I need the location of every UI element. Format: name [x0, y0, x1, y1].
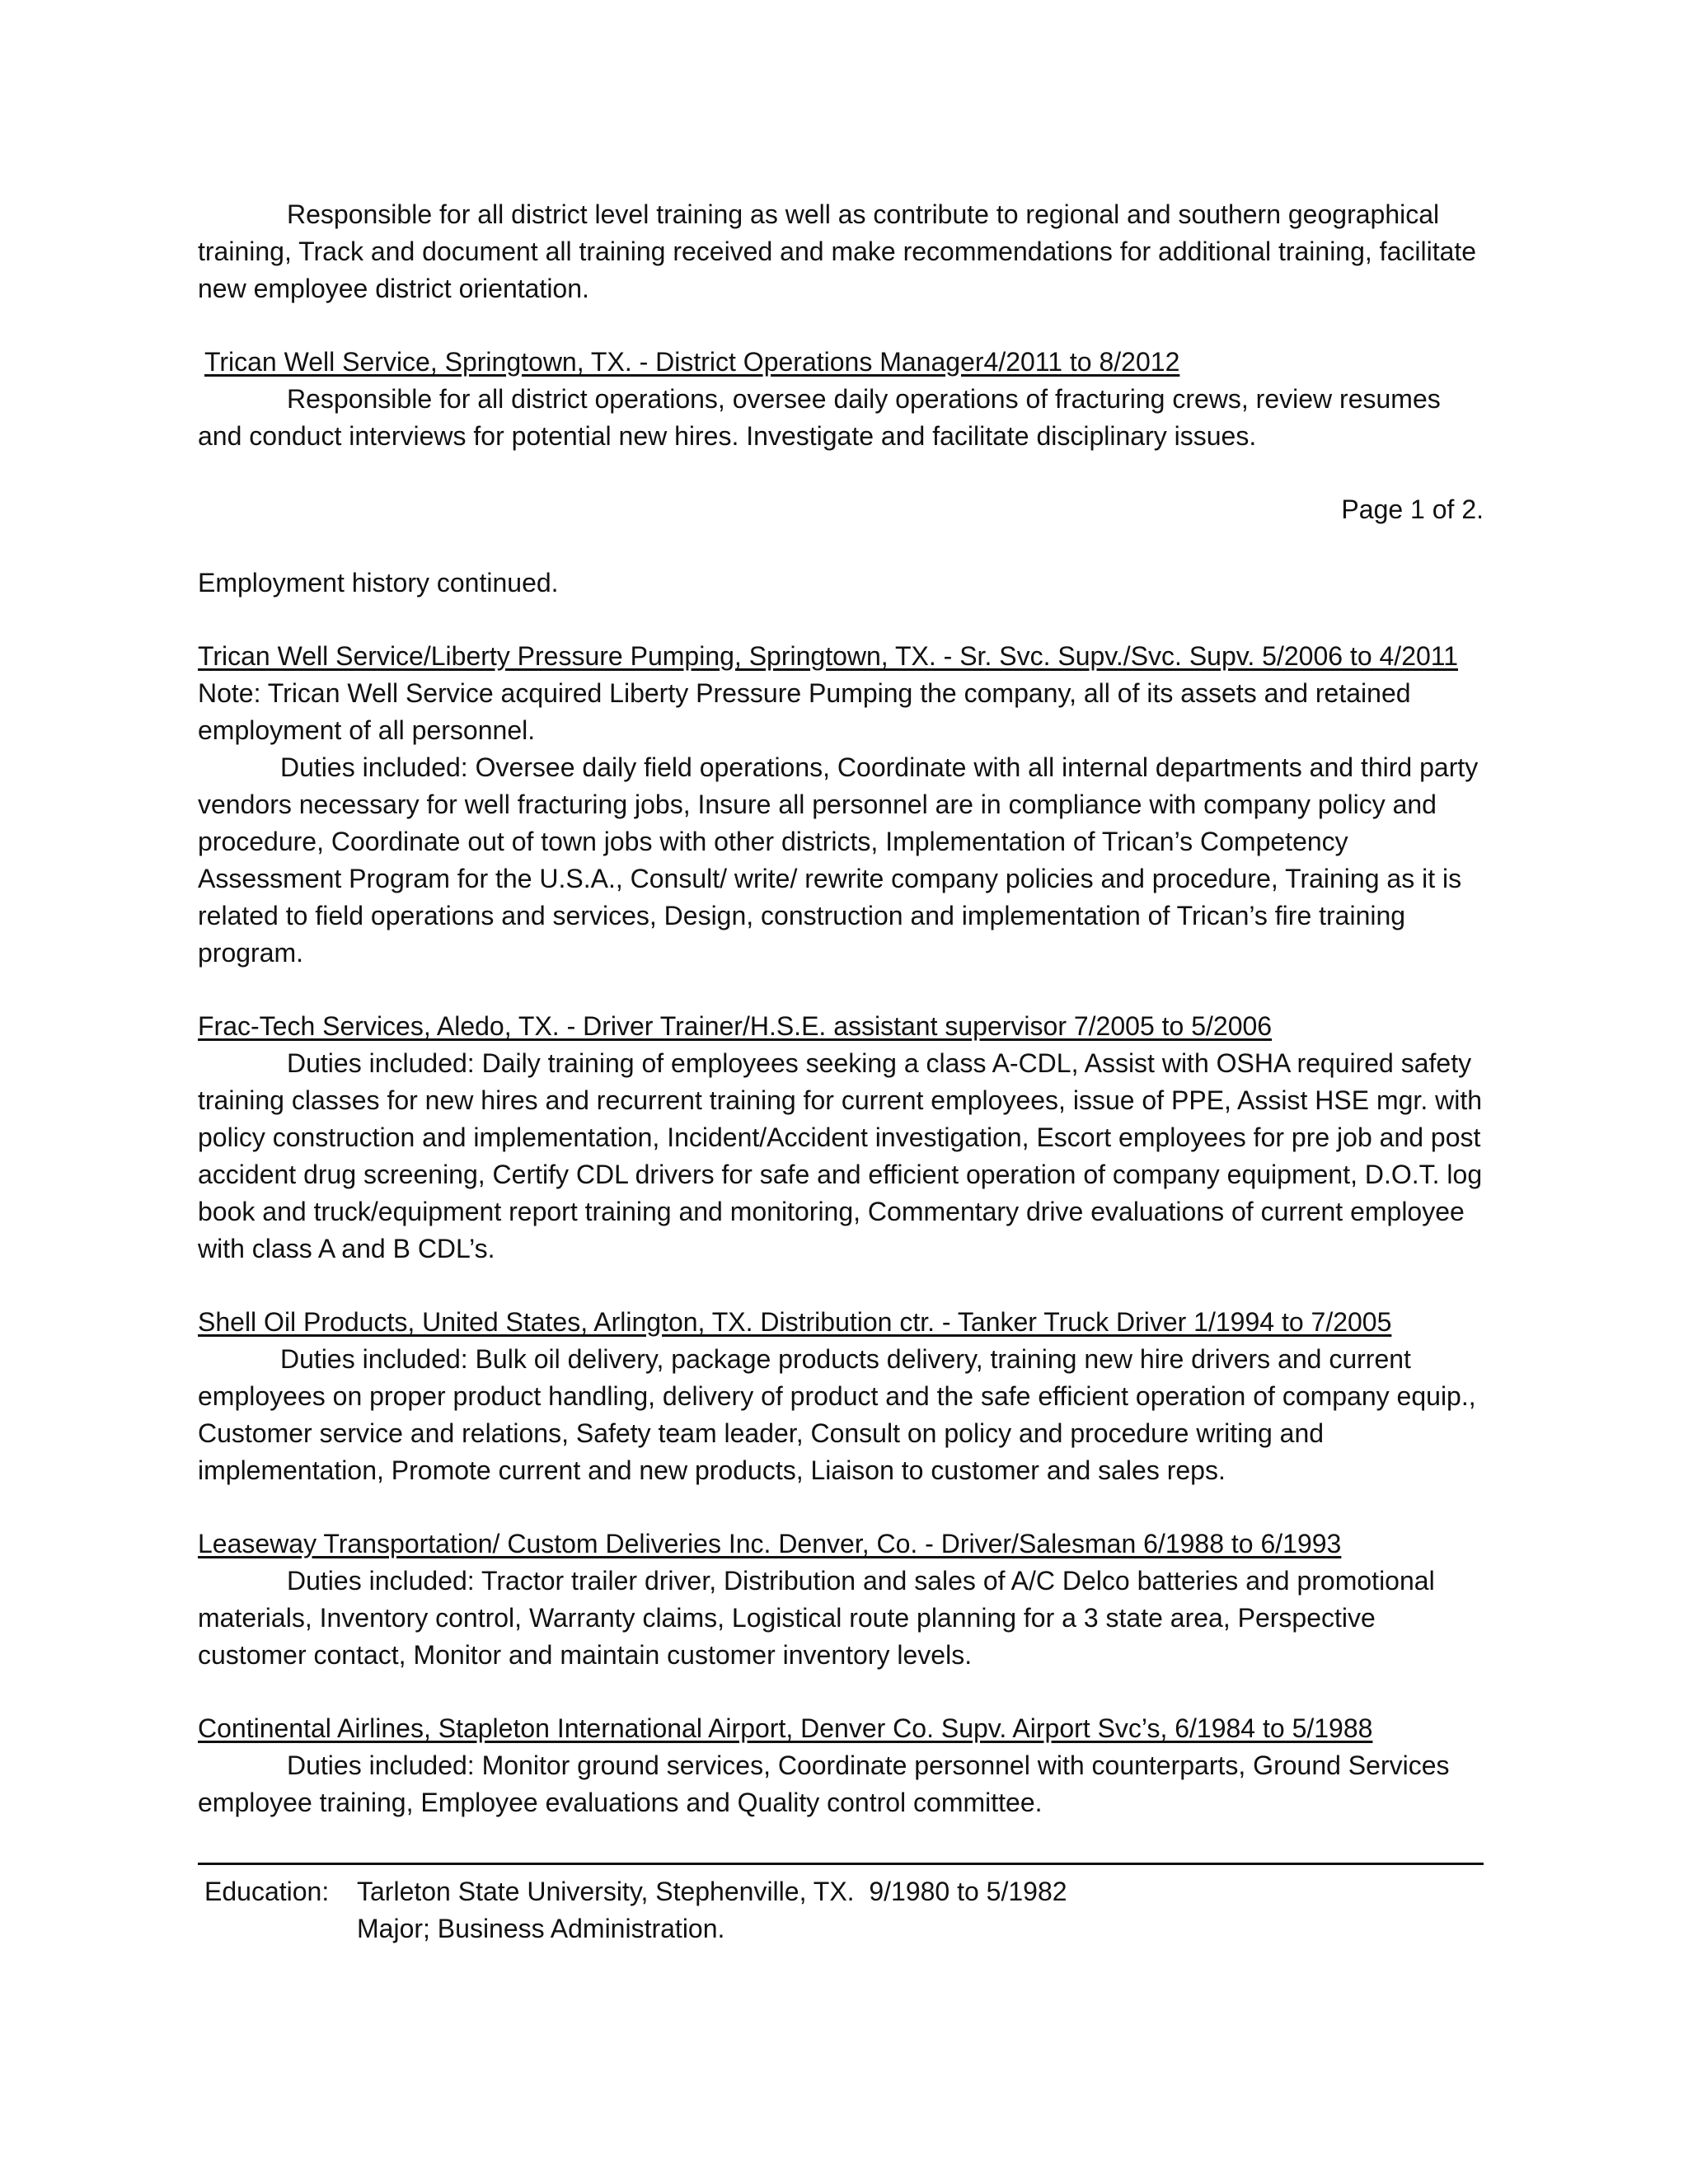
job-duties: Responsible for all district operations, oversee daily operations of fracturing crews, review resumes and conduct interviews for potential new hires. Investigate and facilitate disciplinary issues.: [198, 384, 1441, 451]
page-number: Page 1 of 2.: [1341, 494, 1484, 524]
education-major: Major; Business Administration.: [357, 1914, 725, 1943]
job-heading: Trican Well Service/Liberty Pressure Pumping, Springtown, TX. - Sr. Svc. Supv./Svc. Supv. 5/2006 to 4/2011: [198, 641, 1458, 671]
job-duties: Duties included: Oversee daily field operations, Coordinate with all internal departments and third party vendors necessary for well fracturing jobs, Insure all personnel are in compliance with company policy and procedure, Coordinate out of town jobs with other districts, Implementation of Trican’s Competency Assessment Program for the U.S.A., Consult/ write/ rewrite company policies and procedure, Training as it is related to field operations and services, Design, construction and implementation of Trican’s fire training program.: [198, 752, 1479, 968]
resume-page: [198, 196, 1484, 1947]
job-heading: Frac-Tech Services, Aledo, TX. - Driver Trainer/H.S.E. assistant supervisor 7/2005 to 5/2006: [198, 1011, 1273, 1041]
job-entry: [198, 1304, 1484, 1489]
job-note: Note: Trican Well Service acquired Liberty Pressure Pumping the company, all of its assets and retained employment of all personnel.: [198, 678, 1411, 745]
job-heading: Shell Oil Products, United States, Arlington, TX. Distribution ctr. - Tanker Truck Driver 1/1994 to 7/2005: [198, 1307, 1392, 1337]
job-entry: [198, 344, 1484, 381]
job-duties: Duties included: Monitor ground services, Coordinate personnel with counterparts, Ground Services employee training, Employee evaluations and Quality control committee.: [198, 1750, 1450, 1817]
job-heading: Continental Airlines, Stapleton International Airport, Denver Co. Supv. Airport Svc’s, 6/1984 to 5/1988: [198, 1713, 1373, 1743]
job-duties: Duties included: Daily training of employees seeking a class A-CDL, Assist with OSHA required safety training classes for new hires and recurrent training for current employees, issue of PPE, Assist HSE mgr. with policy construction and implementation, Incident/Accident investigation, Escort employees for pre job and post accident drug screening, Certify CDL drivers for safe and efficient operation of company equipment, D.O.T. log book and truck/equipment report training and monitoring, Commentary drive evaluations of current employee with class A and B CDL’s.: [198, 1048, 1483, 1263]
job-entry: [198, 1008, 1484, 1268]
continued-label: Employment history continued.: [198, 568, 559, 598]
section-divider: [198, 1863, 1484, 1865]
job-duties: Duties included: Tractor trailer driver, Distribution and sales of A/C Delco batteries and promotional materials, Inventory control, Warranty claims, Logistical route planning for a 3 state area, Perspective customer contact, Monitor and maintain customer inventory levels.: [198, 1566, 1435, 1670]
job-heading: Trican Well Service, Springtown, TX. - District Operations Manager4/2011 to 8/2012: [204, 347, 1180, 377]
intro-paragraph: Responsible for all district level training as well as contribute to regional and southern geographical training, Track and document all training received and make recommendations for additional training, facilitate new employee district orientation.: [198, 199, 1477, 303]
job-duties: Duties included: Bulk oil delivery, package products delivery, training new hire drivers and current employees on proper product handling, delivery of product and the safe efficient operation of company equip., Customer service and relations, Safety team leader, Consult on policy and procedure writing and implementation, Promote current and new products, Liaison to customer and sales reps.: [198, 1344, 1476, 1485]
education-school: Tarleton State University, Stephenville, TX. 9/1980 to 5/1982: [357, 1877, 1067, 1906]
job-entry: [198, 1710, 1484, 1821]
education-label: Education:: [204, 1877, 330, 1906]
job-entry: [198, 1526, 1484, 1674]
education-section: [198, 1873, 1484, 1947]
job-entry: [198, 638, 1484, 972]
job-heading: Leaseway Transportation/ Custom Deliveries Inc. Denver, Co. - Driver/Salesman 6/1988 to 6/1993: [198, 1529, 1342, 1558]
